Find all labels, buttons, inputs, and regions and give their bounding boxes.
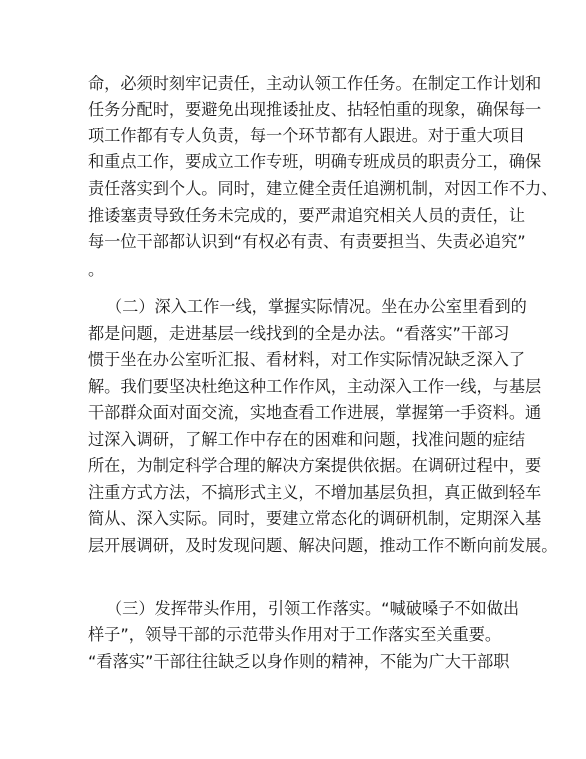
- text-line-20: 样子”，领导干部的示范带头作用对于工作落实至关重要。: [88, 625, 502, 644]
- text-line-10: 都是问题，走进基层一线找到的全是办法。“看落实”干部习: [88, 324, 510, 343]
- text-line-2: 任务分配时，要避免出现推诿扯皮、拈轻怕重的现象，确保每一: [88, 100, 542, 119]
- text-line-14: 过深入调研，了解工作中存在的困难和问题，找准问题的症结: [88, 430, 526, 449]
- text-line-3: 项工作都有专人负责，每一个环节都有人跟进。对于重大项目: [88, 126, 526, 145]
- text-line-16: 注重方式方法，不搞形式主义，不增加基层负担，真正做到轻车: [88, 483, 542, 502]
- text-line-5: 责任落实到个人。同时，建立健全责任追溯机制，对因工作不力、: [88, 179, 558, 198]
- text-line-18: 层开展调研，及时发现问题、解决问题，推动工作不断向前发展。: [88, 536, 558, 555]
- text-line-7: 每一位干部都认识到“有权必有责、有责要担当、失责必追究”: [88, 232, 526, 251]
- text-line-13: 干部群众面对面交流，实地查看工作进展，掌握第一手资料。通: [88, 403, 542, 422]
- text-line-11: 惯于坐在办公室听汇报、看材料，对工作实际情况缺乏深入了: [88, 350, 526, 369]
- text-line-6: 推诿塞责导致任务未完成的，要严肃追究相关人员的责任，让: [88, 206, 526, 225]
- text-line-4: 和重点工作，要成立工作专班，明确专班成员的职责分工，确保: [88, 152, 542, 171]
- text-line-17: 简从、深入实际。同时，要建立常态化的调研机制，定期深入基: [88, 509, 542, 528]
- text-line-8: 。: [88, 260, 105, 279]
- paragraph-2-heading-line: （二）深入工作一线，掌握实际情况。坐在办公室里看到的: [106, 297, 527, 316]
- text-line-1: 命，必须时刻牢记责任，主动认领工作任务。在制定工作计划和: [88, 74, 542, 93]
- text-line-15: 所在，为制定科学合理的解决方案提供依据。在调研过程中，要: [88, 456, 542, 475]
- text-line-12: 解。我们要坚决杜绝这种工作作风，主动深入工作一线，与基层: [88, 377, 542, 396]
- text-line-21: “看落实”干部往往缺乏以身作则的精神，不能为广大干部职: [88, 652, 510, 671]
- paragraph-3-heading-line: （三）发挥带头作用，引领工作落实。“喊破嗓子不如做出: [106, 599, 520, 618]
